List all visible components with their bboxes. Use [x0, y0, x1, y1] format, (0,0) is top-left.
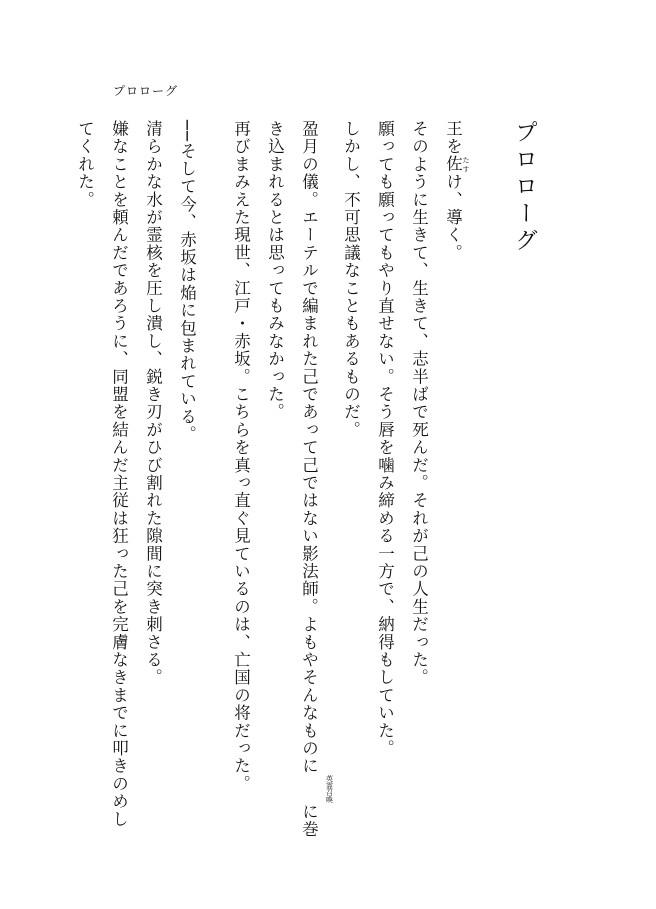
ruby-tasu-base: 佐 [443, 155, 463, 174]
paragraph-1-pre: 王を [443, 120, 463, 156]
paragraph-6: 再びまみえた現世、江戸・赤坂。こちらを真っ直ぐ見ているのは、亡国の将だった。 [231, 120, 251, 793]
ruby-eirei [300, 774, 334, 803]
paragraph-9: 嫌なことを頼んだであろうに、同盟を結んだ主従は狂った己を完膚なきまでに叩きのめしてくれた。 [75, 120, 129, 828]
chapter-title: プロローグ [511, 120, 537, 255]
paragraph-5-pre: 盈月の儀。エーテルで編まれた己であって己ではない影法師。よもやそんなものに [299, 120, 319, 775]
ruby-eirei-reading: 英霊召喚 [325, 774, 334, 803]
ruby-tasu-reading: たす [462, 155, 470, 174]
paragraph-5 [258, 120, 334, 840]
running-head: プロローグ [113, 84, 179, 98]
paragraph-2: そのように生きて、生きて、志半ばで死んだ。それが己の人生だった。 [409, 120, 429, 687]
paragraph-3: 願っても願ってもやり直せない。そう唇を噛み締める一方で、納得もしていた。 [375, 120, 395, 758]
paragraph-1-post: け、導く。 [443, 173, 463, 262]
paragraph-8: 清らかな水が霊核を圧し潰し、鋭き刃がひび割れた隙間に突き刺さる。 [143, 120, 163, 687]
ruby-tasu [443, 155, 470, 174]
paragraph-5-post: に巻き込まれるとは思ってもみなかった。 [265, 120, 319, 839]
section-break [204, 120, 224, 840]
paragraph-4: しかし、不可思議なこともあるものだ。 [341, 120, 361, 439]
paragraph-1 [436, 120, 471, 840]
vertical-text-block [75, 120, 560, 840]
paragraph-7: ──そして今、赤坂は焔に包まれている。 [177, 120, 197, 444]
